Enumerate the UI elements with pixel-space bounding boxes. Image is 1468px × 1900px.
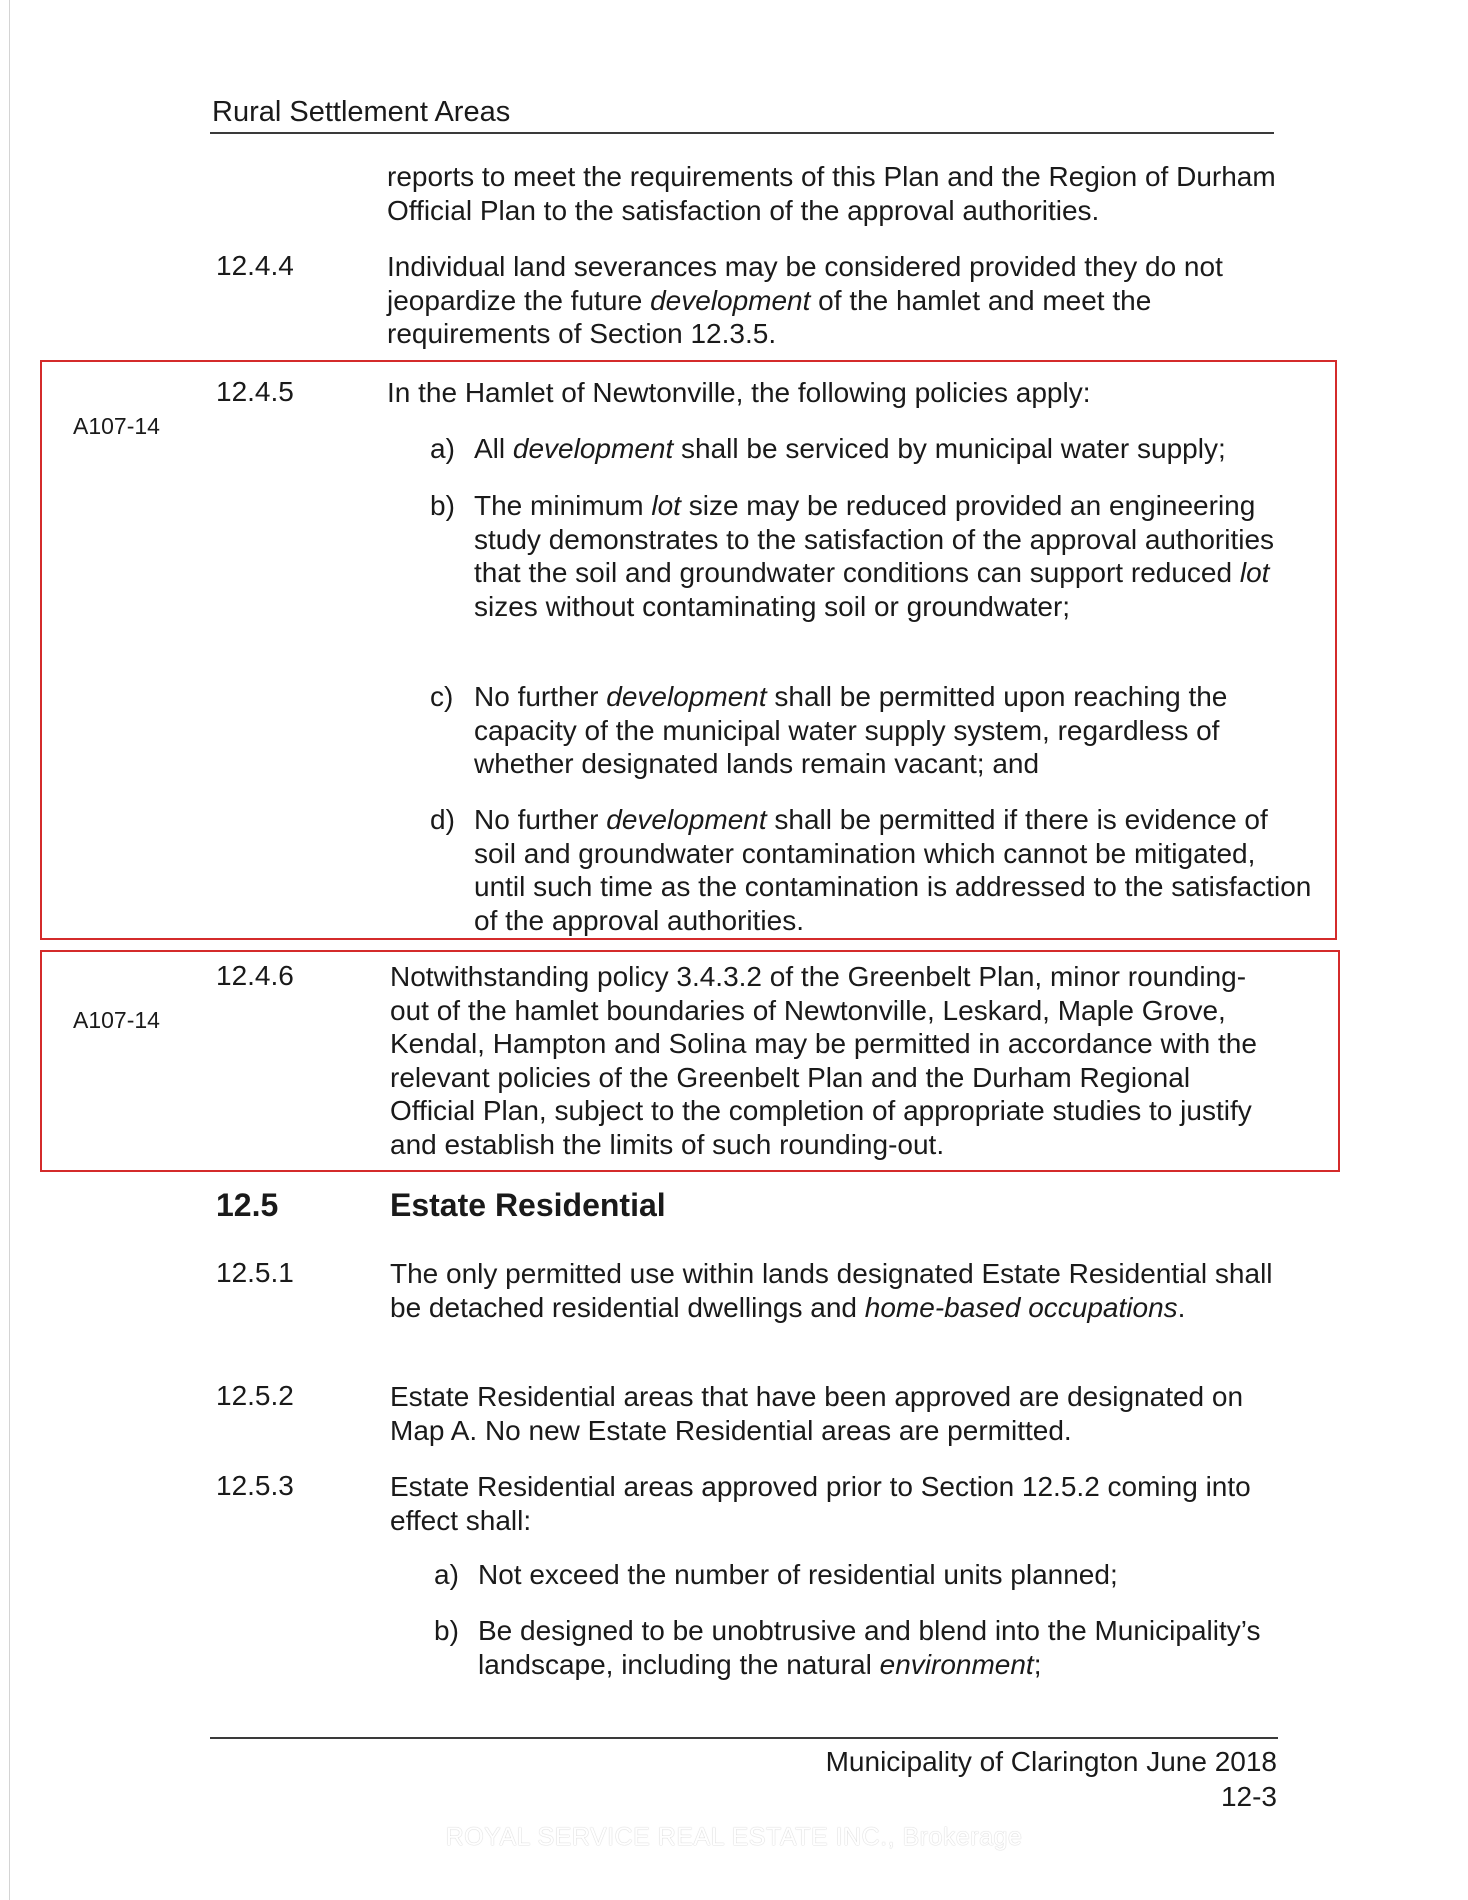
amendment-label-2: A107-14 <box>73 1007 160 1033</box>
list-item-text <box>478 1614 1318 1681</box>
list-item-label: a) <box>434 1559 459 1590</box>
italic-term: development <box>606 804 767 835</box>
policy-number-12-5-2: 12.5.2 <box>216 1380 294 1411</box>
text-run: Estate Residential areas that have been approved are designated on Map A. No new Estate Residential areas are permitted. <box>390 1381 1244 1446</box>
header-divider <box>210 132 1274 134</box>
italic-term: home-based occupations <box>864 1291 1178 1323</box>
list-item-label: c) <box>430 681 454 712</box>
policy-text-12-4-6 <box>390 960 1280 1161</box>
policy-number-12-5-1: 12.5.1 <box>216 1257 294 1288</box>
brokerage-watermark: ROYAL SERVICE REAL ESTATE INC., Brokerage <box>445 1823 1023 1851</box>
policy-number-12-4-4: 12.4.4 <box>216 250 294 281</box>
text-run: The only permitted use within lands designated Estate Residential shall be detached residential dwellings and <box>390 1258 1273 1323</box>
text-run: sizes without contaminating soil or groundwater; <box>474 590 1071 622</box>
italic-term: development <box>650 284 811 316</box>
page-header-title: Rural Settlement Areas <box>212 96 511 128</box>
policy-number-12-4-6: 12.4.6 <box>216 960 294 991</box>
text-run: No further <box>474 681 607 712</box>
italic-term: lot <box>1239 557 1270 588</box>
list-item-text <box>474 680 1314 781</box>
italic-term: environment <box>879 1648 1034 1680</box>
text-run: All <box>474 433 513 464</box>
text-run: shall be permitted if there is evidence of soil and groundwater contamination which cannot be mitigated, until such time as the contamination is addressed to the satisfaction of the approval authorities. <box>474 804 1312 936</box>
policy-number-12-5-3: 12.5.3 <box>216 1470 294 1501</box>
text-run: The minimum <box>474 490 652 521</box>
list-item-text <box>474 489 1314 623</box>
italic-term: development <box>606 681 767 712</box>
policy-text-12-5-1 <box>390 1257 1280 1324</box>
text-run: Estate Residential areas approved prior to Section 12.5.2 coming into effect shall: <box>390 1471 1251 1536</box>
text-run: size may be reduced provided an engineering study demonstrates to the satisfaction of the approval authorities that the soil and groundwater conditions can support reduced <box>474 490 1275 588</box>
section-title: Estate Residential <box>390 1187 666 1223</box>
text-run: of the hamlet and meet the requirements of Section 12.3.5. <box>387 284 1152 349</box>
list-item-label: a) <box>430 433 455 464</box>
text-run: No further <box>474 804 607 835</box>
text-run: Notwithstanding policy 3.4.3.2 of the Greenbelt Plan, minor rounding-out of the hamlet boundaries of Newtonville, Leskard, Maple Grove, Kendal, Hampton and Solina may be permitted in accordance with the relevant policies of the Greenbelt Plan and the Durham Regional Official Plan, subject to the completion of appropriate studies to justify and establish the limits of such rounding-out. <box>390 961 1257 1160</box>
footer-publisher: Municipality of Clarington June 2018 <box>825 1746 1277 1777</box>
list-item-label: b) <box>434 1615 459 1646</box>
italic-term: lot <box>651 490 681 521</box>
text-run: shall be permitted upon reaching the capacity of the municipal water supply system, regardless of whether designated lands remain vacant; and <box>474 681 1228 779</box>
text-run: In the Hamlet of Newtonville, the following policies apply: <box>387 377 1091 408</box>
italic-term: development <box>512 433 674 464</box>
page-edge-line <box>9 0 10 1900</box>
list-item-label: d) <box>430 804 455 835</box>
policy-text-12-5-3 <box>390 1470 1280 1537</box>
text-run: shall be serviced by municipal water supply; <box>673 433 1226 464</box>
text-run: . <box>1177 1291 1186 1323</box>
list-item-label: b) <box>430 490 455 521</box>
page-number: 12-3 <box>1220 1781 1277 1812</box>
section-number: 12.5 <box>216 1187 279 1223</box>
policy-number-12-4-5: 12.4.5 <box>216 376 294 407</box>
list-item-text <box>474 432 1314 466</box>
text-run: Be designed to be unobtrusive and blend into the Municipality’s landscape, including the natural <box>478 1615 1261 1680</box>
amendment-label-1: A107-14 <box>73 413 160 439</box>
policy-text-12-4-4 <box>387 250 1282 351</box>
list-item-text <box>474 803 1314 937</box>
text-run: ; <box>1033 1648 1042 1680</box>
text-run: Not exceed the number of residential units planned; <box>478 1559 1118 1590</box>
paragraph-continuation <box>387 160 1282 227</box>
footer-divider <box>210 1737 1278 1739</box>
text-run: reports to meet the requirements of this Plan and the Region of Durham Official Plan to the satisfaction of the approval authorities. <box>387 161 1276 226</box>
text-run: Individual land severances may be considered provided they do not jeopardize the future <box>387 251 1223 316</box>
page-footer <box>826 1744 1277 1814</box>
policy-text-12-4-5 <box>387 376 1282 410</box>
list-item-text <box>478 1558 1318 1592</box>
policy-text-12-5-2 <box>390 1380 1280 1447</box>
